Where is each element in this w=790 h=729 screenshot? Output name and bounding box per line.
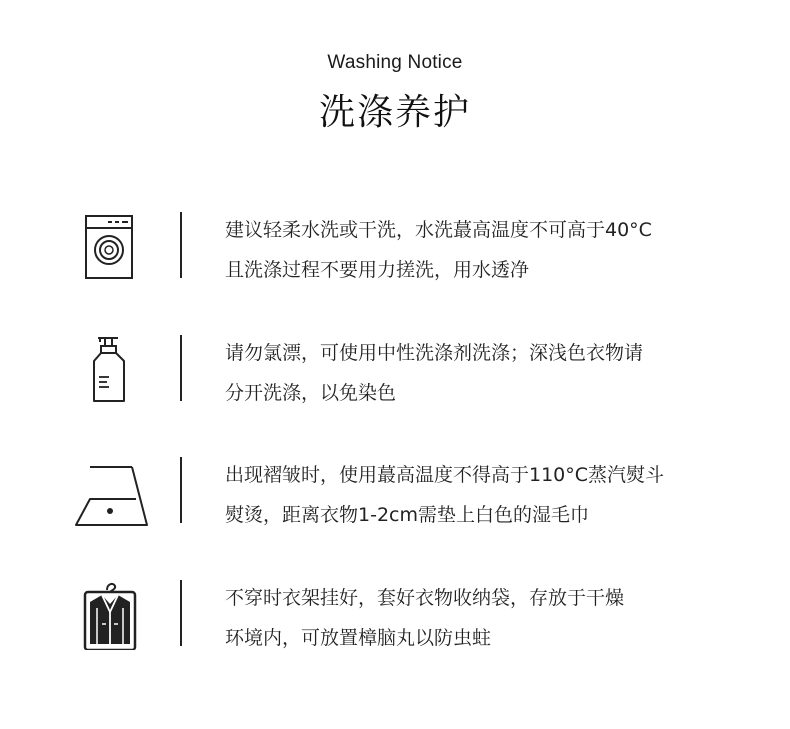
care-text [225, 210, 765, 290]
care-item-storage [0, 578, 790, 658]
care-text [225, 578, 765, 658]
care-item-washing [0, 210, 790, 290]
divider [180, 580, 182, 646]
care-text-line: 且洗涤过程不要用力搓洗，用水透净 [225, 259, 530, 281]
care-text-line: 分开洗涤，以免染色 [225, 382, 397, 404]
care-text-line: 建议轻柔水洗或干洗，水洗蕞高温度不可高于40°C [225, 219, 652, 241]
care-text [225, 455, 765, 535]
care-text [225, 333, 765, 413]
subtitle: Washing Notice [327, 52, 463, 73]
washing-machine-icon [72, 210, 152, 282]
care-item-ironing [0, 455, 790, 535]
divider [180, 335, 182, 401]
care-text-line: 请勿氯漂，可使用中性洗涤剂洗涤；深浅色衣物请 [225, 342, 644, 364]
care-item-bleach [0, 333, 790, 413]
care-text-line: 环境内，可放置樟脑丸以防虫蛀 [225, 627, 492, 649]
care-text-line: 熨烫，距离衣物1-2cm需垫上白色的湿毛巾 [225, 504, 589, 526]
care-text-line: 出现褶皱时，使用蕞高温度不得高于110°C蒸汽熨斗 [225, 464, 665, 486]
detergent-bottle-icon [72, 333, 152, 405]
iron-icon [72, 455, 152, 527]
divider [180, 212, 182, 278]
care-text-line: 不穿时衣架挂好，套好衣物收纳袋，存放于干燥 [225, 587, 625, 609]
page-title: 洗涤养护 [318, 92, 471, 133]
divider [180, 457, 182, 523]
garment-bag-icon [72, 578, 152, 650]
